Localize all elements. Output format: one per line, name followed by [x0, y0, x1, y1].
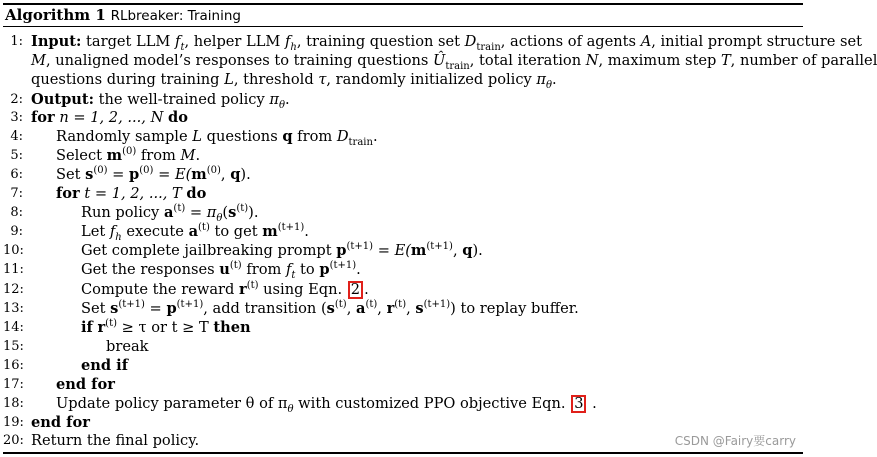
text: Select — [56, 147, 107, 164]
math-sub: t — [291, 269, 296, 281]
math: D — [464, 33, 477, 50]
text: ) to replay buffer. — [450, 300, 579, 317]
math-sup: (0) — [206, 165, 221, 177]
text: Set — [81, 300, 111, 317]
math: M — [31, 52, 46, 69]
text: ( — [222, 204, 229, 221]
text: Compute the reward — [81, 281, 239, 298]
math: f — [285, 261, 292, 278]
math: T — [720, 52, 731, 69]
math-sub: θ — [287, 403, 294, 415]
math-sup: (t) — [198, 222, 210, 234]
algorithm-name: RLbreaker: Training — [110, 8, 241, 24]
math-sup: (t+1) — [426, 241, 453, 253]
math: N — [585, 52, 599, 69]
math-sup: (t) — [365, 299, 378, 311]
text: . — [364, 281, 369, 298]
line-number: 11: — [3, 262, 24, 277]
text: . — [356, 261, 361, 278]
algo-line-1-cont-b — [3, 70, 803, 89]
text: , — [346, 300, 356, 317]
text: Update policy parameter θ of π — [56, 395, 288, 412]
math-sup: (t+1) — [176, 299, 204, 311]
algo-line-8 — [3, 203, 803, 222]
algorithm-label: Algorithm 1 — [5, 6, 106, 24]
text: ). — [248, 204, 259, 221]
do-keyword: do — [186, 185, 207, 202]
math-bold: r — [238, 281, 247, 298]
math-sup: (0) — [139, 165, 154, 177]
line-number: 8: — [10, 205, 23, 220]
bottom-rule — [3, 452, 803, 454]
math-bold: m — [410, 242, 427, 259]
math: = π — [185, 204, 217, 221]
text: the well-trained policy — [94, 91, 270, 108]
algo-line-1-cont-a — [3, 51, 877, 72]
text: , — [220, 166, 231, 183]
text: to — [295, 261, 320, 278]
text: , total iteration — [469, 52, 586, 69]
text: ≥ τ or t ≥ T — [117, 319, 214, 336]
line-number: 13: — [3, 301, 24, 316]
watermark: CSDN @Fairy要carry — [674, 434, 796, 448]
math-bold: q — [230, 166, 241, 183]
line-number: 16: — [3, 358, 24, 373]
line-number: 5: — [10, 148, 23, 163]
text: execute — [121, 223, 189, 240]
text: from — [292, 128, 337, 145]
algorithm-block — [3, 0, 877, 455]
math-bold: s — [228, 204, 237, 221]
math-bold: q — [462, 242, 473, 259]
math-sup: (t) — [105, 318, 117, 330]
math-sub: θ — [278, 99, 285, 111]
algo-line-17 — [3, 375, 803, 394]
algo-line-9 — [3, 222, 803, 241]
text: , maximum step — [598, 52, 721, 69]
algo-line-13 — [3, 299, 803, 318]
algo-line-19 — [3, 413, 803, 432]
line-number: 6: — [10, 167, 23, 182]
text: Randomly sample — [56, 128, 193, 145]
end-for-keyword: end for — [31, 414, 90, 431]
math-bold: a — [356, 300, 366, 317]
math-sup: (t) — [246, 280, 259, 292]
math-bold: a — [163, 204, 174, 221]
math-bold: s — [110, 300, 119, 317]
text: , — [452, 242, 463, 259]
text: , add transition ( — [203, 300, 327, 317]
text: , helper LLM — [184, 33, 286, 50]
text: ). — [240, 166, 251, 183]
math-sub: θ — [546, 79, 553, 91]
algo-line-7 — [3, 184, 803, 203]
line-number: 2: — [10, 92, 23, 107]
text: . — [195, 147, 201, 164]
math-bold: m — [262, 223, 278, 240]
math: π — [536, 71, 546, 88]
math-sup: (t) — [173, 203, 186, 215]
math-bold: s — [415, 300, 424, 317]
math-sub: t — [180, 41, 185, 53]
algo-line-11 — [3, 260, 803, 279]
text: ). — [472, 242, 483, 259]
text: , unaligned model’s responses to training questions — [45, 52, 434, 69]
math-bold: m — [191, 166, 207, 183]
math-sub: h — [115, 231, 122, 243]
math: = E( — [373, 242, 411, 259]
math-bold: m — [106, 147, 123, 164]
line-number: 17: — [3, 377, 24, 392]
math-sup: (t) — [334, 299, 347, 311]
line-number: 20: — [3, 433, 24, 448]
math-sup: (t+1) — [423, 299, 451, 311]
text: Set — [56, 166, 86, 183]
math-bold: s — [85, 166, 94, 183]
math: L — [224, 71, 234, 88]
algo-line-6 — [3, 165, 803, 184]
math-sub: train — [476, 41, 501, 53]
math: A — [640, 33, 652, 50]
text: = — [107, 166, 130, 183]
then-keyword: then — [213, 319, 251, 336]
text: , — [406, 300, 416, 317]
algo-line-1 — [3, 32, 862, 53]
math-sup: (t) — [236, 203, 249, 215]
math-bold: a — [188, 223, 199, 240]
text: . — [587, 395, 597, 412]
algo-line-3 — [3, 108, 803, 127]
break-statement: break — [106, 338, 149, 355]
math: L — [192, 128, 202, 145]
math: = E( — [153, 166, 192, 183]
text: , number of parallel — [730, 52, 877, 69]
text: Get the responses — [81, 261, 220, 278]
text: , initial prompt structure set — [651, 33, 862, 50]
math-bold: p — [129, 166, 140, 183]
algorithm-title — [5, 6, 241, 25]
line-number: 14: — [3, 320, 24, 335]
line-number: 19: — [3, 415, 24, 430]
text: to get — [209, 223, 263, 240]
equation-ref-link[interactable]: 2 — [348, 281, 363, 299]
math-bold: p — [166, 300, 177, 317]
algo-line-2 — [3, 90, 803, 109]
line-number: 18: — [3, 396, 24, 411]
text: Return the final policy. — [31, 432, 200, 449]
for-keyword: for — [31, 109, 55, 126]
math-sup: (t) — [229, 260, 242, 272]
algo-line-5 — [3, 146, 803, 165]
math: M — [180, 147, 196, 164]
text: , actions of agents — [500, 33, 641, 50]
algo-line-4 — [3, 127, 803, 146]
text: , randomly initialized policy — [326, 71, 537, 88]
math: Û — [433, 52, 446, 69]
line-number: 15: — [3, 339, 24, 354]
text: from — [136, 147, 181, 164]
line-number: 7: — [10, 186, 23, 201]
header-rule — [3, 26, 803, 27]
math: τ — [318, 71, 327, 88]
algo-line-18 — [3, 394, 803, 413]
text: . — [284, 91, 290, 108]
algo-line-10 — [3, 241, 803, 260]
text: questions during training — [31, 71, 225, 88]
math: D — [336, 128, 349, 145]
math-sup: (t+1) — [277, 222, 305, 234]
text: , threshold — [233, 71, 319, 88]
math-bold: p — [336, 242, 347, 259]
algo-line-14 — [3, 318, 803, 337]
algo-line-12 — [3, 280, 803, 299]
math-sup: (0) — [122, 146, 137, 158]
math-sub: h — [290, 41, 297, 53]
if-keyword: if — [81, 319, 93, 336]
end-if-keyword: end if — [81, 357, 129, 374]
line-number: 4: — [10, 129, 23, 144]
text: . — [304, 223, 309, 240]
math-bold: r — [386, 300, 395, 317]
math-bold: p — [319, 261, 330, 278]
math-sub: train — [348, 136, 373, 148]
algo-line-16 — [3, 356, 803, 375]
math-sup: (0) — [93, 165, 108, 177]
math: f — [109, 223, 116, 240]
math-sup: (t+1) — [329, 260, 357, 272]
input-keyword: Input: — [31, 33, 82, 50]
algo-line-15 — [3, 337, 803, 356]
math-sup: (t+1) — [346, 241, 374, 253]
text: from — [241, 261, 286, 278]
line-number: 12: — [3, 282, 24, 297]
equation-ref-link[interactable]: 3 — [571, 395, 586, 413]
text: questions — [201, 128, 283, 145]
math-bold: r — [97, 319, 106, 336]
end-for-keyword: end for — [56, 376, 115, 393]
math: n = 1, 2, ..., N — [54, 109, 168, 126]
math: f — [285, 33, 291, 50]
line-number: 10: — [3, 243, 24, 258]
for-keyword: for — [56, 185, 80, 202]
do-keyword: do — [167, 109, 188, 126]
output-keyword: Output: — [31, 91, 95, 108]
math: f — [175, 33, 181, 50]
text: using Eqn. — [258, 281, 347, 298]
math-bold: u — [219, 261, 230, 278]
math-bold: q — [282, 128, 293, 145]
math-sup: (t) — [394, 299, 407, 311]
math-sub: θ — [216, 212, 223, 224]
top-rule — [3, 3, 803, 5]
text: Run policy — [81, 204, 164, 221]
line-number: 1: — [10, 34, 23, 49]
text: , — [377, 300, 387, 317]
text: target LLM — [81, 33, 176, 50]
math-sub: train — [445, 60, 470, 72]
line-number: 9: — [10, 224, 23, 239]
text: , training question set — [296, 33, 465, 50]
text: . — [372, 128, 378, 145]
text: Get complete jailbreaking prompt — [81, 242, 337, 259]
line-number: 3: — [10, 110, 23, 125]
math-bold: s — [326, 300, 335, 317]
text: = — [144, 300, 167, 317]
math: π — [269, 91, 279, 108]
text: . — [552, 71, 557, 88]
text: Let — [81, 223, 110, 240]
text: with customized PPO objective Eqn. — [293, 395, 571, 412]
math-sup: (t+1) — [118, 299, 145, 311]
math: t = 1, 2, ..., T — [79, 185, 187, 202]
